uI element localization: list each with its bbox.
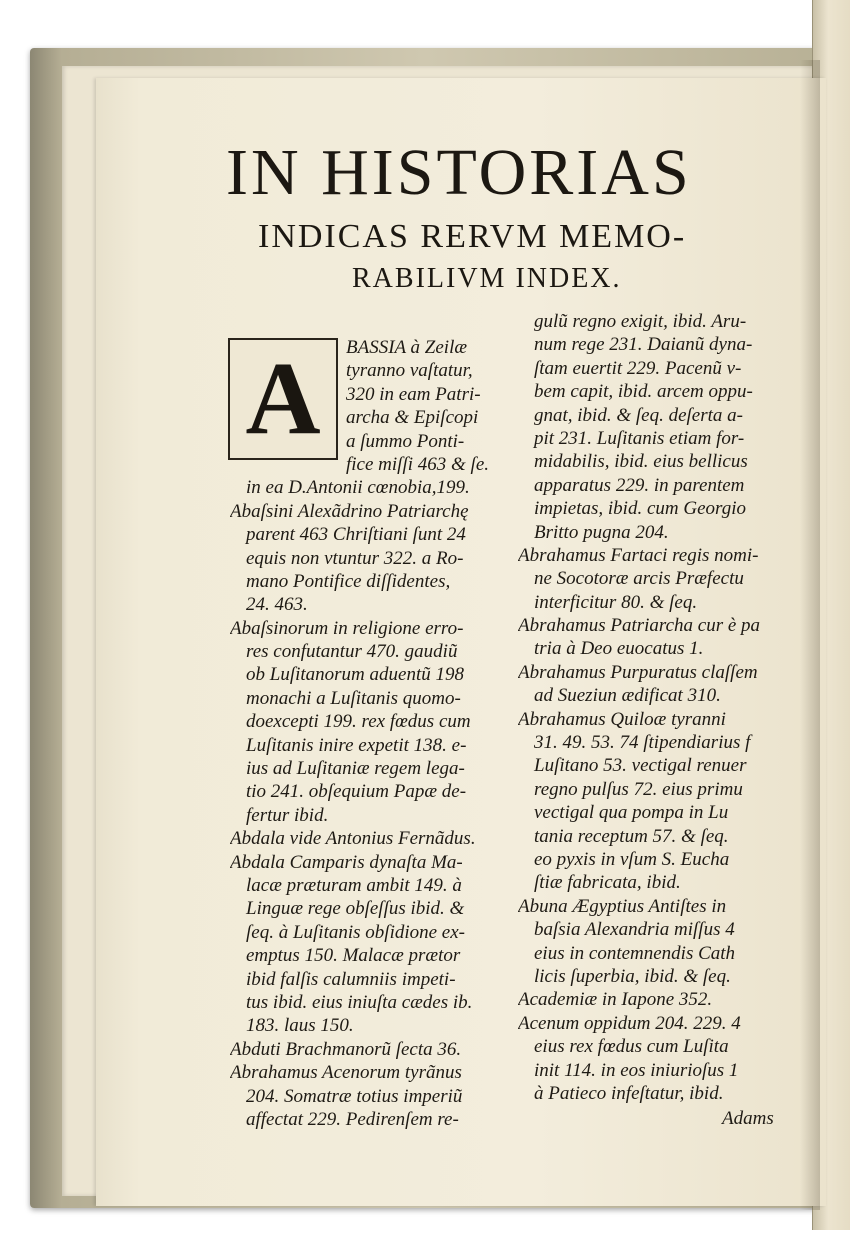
index-line: ad Sueziun ædificat 310. <box>534 685 721 707</box>
index-line: Luſitanis inire expetit 138. e- <box>246 734 467 756</box>
index-line: doexcepti 199. rex fœdus cum <box>246 711 471 733</box>
index-line: baſsia Alexandria miſſus 4 <box>534 919 735 941</box>
index-line: licis ſuperbia, ibid. & ſeq. <box>534 965 731 987</box>
index-line: interficitur 80. & ſeq. <box>534 591 698 613</box>
index-line: archa & Epiſcopi <box>346 407 479 429</box>
catchword: Adams <box>722 1108 774 1129</box>
index-line: vectigal qua pompa in Lu <box>534 802 729 824</box>
index-line: tio 241. obſequium Papæ de- <box>246 781 467 803</box>
index-line: ſeq. à Luſitanis obſidione ex- <box>246 921 466 943</box>
index-line: lacæ præturam ambit 149. à <box>246 874 462 896</box>
index-line: tus ibid. eius iniuſta cædes ib. <box>246 991 473 1013</box>
index-line: ne Socotoræ arcis Præfectu <box>534 568 744 590</box>
index-line: Acenum oppidum 204. 229. 4 <box>518 1012 741 1034</box>
index-line: ſtiæ fabricata, ibid. <box>534 872 681 894</box>
index-line: Abaſsini Alexãdrino Patriarchę <box>230 500 469 522</box>
index-line: monachi a Luſitanis quomo- <box>246 687 461 709</box>
index-line: equis non vtuntur 322. a Ro- <box>246 547 464 569</box>
index-line: Abdala vide Antonius Fernãdus. <box>230 828 476 850</box>
index-line: tania receptum 57. & ſeq. <box>534 825 729 847</box>
index-line: init 114. in eos iniurioſus 1 <box>534 1059 739 1081</box>
index-line: gnat, ibid. & ſeq. deſerta a- <box>534 404 743 426</box>
index-line: num rege 231. Daianũ dyna- <box>534 334 753 356</box>
index-line: Luſitano 53. vectigal renuer <box>534 755 747 777</box>
index-line: eo pyxis in vſum S. Eucha <box>534 848 730 870</box>
index-line: in ea D.Antonii cœnobia,199. <box>246 477 470 499</box>
index-line: tria à Deo euocatus 1. <box>534 638 704 660</box>
index-line: midabilis, ibid. eius bellicus <box>534 451 748 473</box>
index-line: Abrahamus Acenorum tyrãnus <box>230 1062 462 1084</box>
index-line: Britto pugna 204. <box>534 521 669 543</box>
index-line: apparatus 229. in parentem <box>534 474 745 496</box>
index-line: eius rex fœdus cum Luſita <box>534 1036 729 1058</box>
index-line: Linguæ rege obſeſſus ibid. & <box>246 898 465 920</box>
index-line: mano Pontifice diſſidentes, <box>246 570 451 592</box>
index-line: gulũ regno exigit, ibid. Aru- <box>534 311 747 332</box>
index-line: Abrahamus Purpuratus claſſem <box>518 661 758 683</box>
index-line: ibid falſis calumniis impeti- <box>246 968 456 990</box>
index-line: res confutantur 470. gaudiũ <box>246 641 458 663</box>
index-line: Abrahamus Quiloæ tyranni <box>518 708 726 730</box>
page-subtitle: INDICAS RERVM MEMO- <box>258 218 687 255</box>
index-line: fice miſſi 463 & ſe. <box>346 453 490 475</box>
gutter-shadow <box>800 60 820 1210</box>
index-line: 183. laus 150. <box>246 1015 354 1037</box>
index-line: 204. Somatræ totius imperiũ <box>246 1085 463 1107</box>
index-line: fertur ibid. <box>246 804 329 826</box>
index-line: parent 463 Chriſtiani ſunt 24 <box>246 524 466 546</box>
index-line: regno pulſus 72. eius primu <box>534 778 743 800</box>
decorative-initial-letter: A <box>245 341 321 456</box>
index-line: ius ad Luſitaniæ regem lega- <box>246 758 465 780</box>
index-line: Abduti Brachmanorũ ſecta 36. <box>230 1038 462 1060</box>
index-line: 31. 49. 53. 74 ſtipendiarius f <box>534 732 751 754</box>
index-line: ob Luſitanorum aduentũ 198 <box>246 664 464 686</box>
index-line: impietas, ibid. cum Georgio <box>534 498 746 520</box>
index-line: 24. 463. <box>246 594 308 616</box>
index-line: Abrahamus Patriarcha cur è pa <box>518 615 761 637</box>
index-line: bem capit, ibid. arcem oppu- <box>534 381 753 403</box>
index-line: Academiæ in Iapone 352. <box>518 989 713 1011</box>
index-line: à Patieco infeſtatur, ibid. <box>534 1082 724 1104</box>
index-line: emptus 150. Malacæ prætor <box>246 945 461 967</box>
index-line: tyranno vaſtatur, <box>346 360 473 382</box>
index-column-right <box>518 310 792 1105</box>
index-line: BASSIA à Zeilæ <box>346 337 468 358</box>
index-line: Abdala Camparis dynaſta Ma- <box>230 851 463 873</box>
index-line: pit 231. Luſitanis etiam for- <box>534 427 745 449</box>
page-title: IN HISTORIAS <box>226 136 692 209</box>
index-line: a ſummo Ponti- <box>346 430 465 452</box>
index-line: Abrahamus Fartaci regis nomi- <box>518 544 759 566</box>
page-subtitle-continued: RABILIVM INDEX. <box>352 263 622 294</box>
index-line: Abuna Ægyptius Antiſtes in <box>518 895 727 917</box>
index-line: Abaſsinorum in religione erro- <box>230 617 464 639</box>
index-line: affectat 229. Pedirenſem re- <box>246 1108 459 1130</box>
index-line: ſtam euertit 229. Pacenũ v- <box>534 357 742 379</box>
index-line: eius in contemnendis Cath <box>534 942 736 964</box>
index-column-left <box>230 336 512 1131</box>
index-line: 320 in eam Patri- <box>346 383 481 405</box>
